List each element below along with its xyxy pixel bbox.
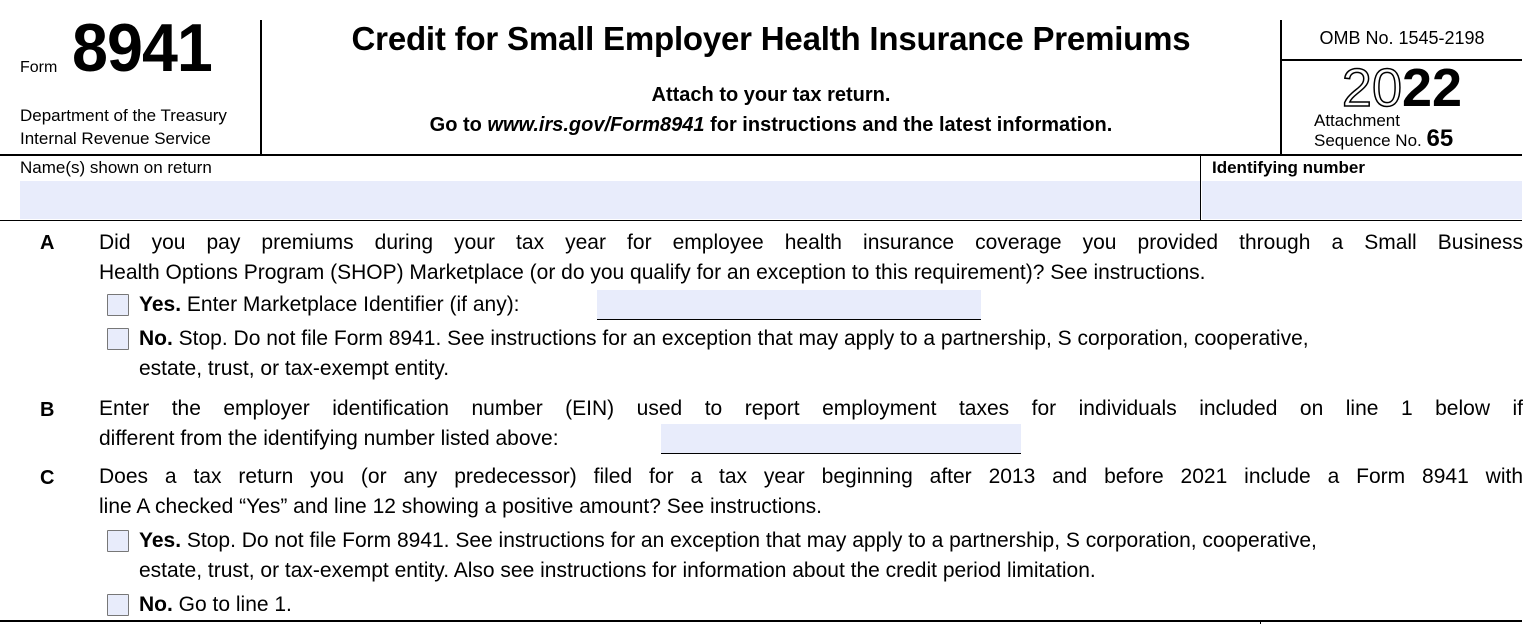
marketplace-identifier-input[interactable] bbox=[597, 290, 981, 320]
line-a-question-1: Did you pay premiums during your tax year for employee health insurance coverage you provided through a Small Business bbox=[99, 231, 1523, 254]
tax-year-prefix: 20 bbox=[1341, 58, 1402, 118]
form-title: Credit for Small Employer Health Insurance Premiums bbox=[351, 20, 1191, 57]
agency-name: Internal Revenue Service bbox=[20, 129, 211, 148]
attachment-label: Attachment bbox=[1314, 111, 1400, 130]
line-c-question-2: line A checked “Yes” and line 12 showing a positive amount? See instructions. bbox=[99, 495, 823, 518]
sequence-value: 65 bbox=[1426, 125, 1454, 152]
line-b-text-2: different from the identifying number listed above: bbox=[99, 427, 559, 450]
line-a-no-label-1 bbox=[139, 324, 1309, 354]
instructions-link-line bbox=[262, 114, 1280, 137]
line-a-yes-checkbox[interactable] bbox=[107, 294, 129, 316]
goto-suffix: for instructions and the latest information. bbox=[704, 114, 1113, 136]
line-c-yes-text-1: Stop. Do not file Form 8941. See instructions for an exception that may apply to a partnership, S corporation, cooperative, bbox=[181, 529, 1317, 552]
omb-number: OMB No. 1545-2198 bbox=[1319, 28, 1485, 48]
name-id-divider bbox=[1200, 155, 1201, 221]
tax-year bbox=[1282, 58, 1522, 118]
goto-prefix: Go to bbox=[429, 114, 488, 136]
line-a-no-text-1: Stop. Do not file Form 8941. See instructions for an exception that may apply to a partnership, S corporation, cooperative, bbox=[172, 327, 1309, 350]
bottom-rule bbox=[0, 620, 1522, 622]
name-label: Name(s) shown on return bbox=[20, 158, 212, 177]
line-a-no-bold: No. bbox=[139, 327, 173, 350]
line-c-yes-bold: Yes. bbox=[139, 529, 182, 552]
name-row-rule bbox=[0, 220, 1522, 221]
line-a-no-text-2: estate, trust, or tax-exempt entity. bbox=[139, 357, 450, 380]
identifying-number-label: Identifying number bbox=[1212, 158, 1365, 177]
line-c-no-text: Go to line 1. bbox=[172, 593, 292, 616]
line-c-letter: C bbox=[40, 467, 55, 489]
line-c-yes-checkbox[interactable] bbox=[107, 530, 129, 552]
line-c-yes-label-1 bbox=[139, 526, 1317, 556]
line-c-no-label bbox=[139, 590, 292, 620]
line-a-yes-label bbox=[139, 290, 520, 320]
line-c-no-checkbox[interactable] bbox=[107, 594, 129, 616]
header-rule bbox=[0, 154, 1522, 156]
line-a-yes-bold: Yes. bbox=[139, 293, 182, 316]
form-label: Form bbox=[20, 59, 58, 76]
sequence-number bbox=[1314, 125, 1454, 152]
line-a-question-2: Health Options Program (SHOP) Marketplace (or do you qualify for an exception to this requirement)? See instructions. bbox=[99, 261, 1206, 284]
form-number: 8941 bbox=[72, 10, 212, 86]
line-b-letter: B bbox=[40, 399, 55, 421]
sequence-label: Sequence No. bbox=[1314, 131, 1422, 150]
tax-year-suffix: 22 bbox=[1402, 58, 1463, 118]
identifying-number-input[interactable] bbox=[1202, 181, 1522, 219]
line-c-question-1: Does a tax return you (or any predecessor) filed for a tax year beginning after 2013 and before 2021 include a Form 8941 with bbox=[99, 465, 1523, 488]
irs-url-link[interactable]: www.irs.gov/Form8941 bbox=[487, 114, 705, 136]
department-name: Department of the Treasury bbox=[20, 106, 227, 125]
name-input[interactable] bbox=[20, 181, 1200, 219]
line-a-no-checkbox[interactable] bbox=[107, 328, 129, 350]
line-c-no-bold: No. bbox=[139, 593, 173, 616]
bottom-tick bbox=[1260, 620, 1261, 624]
ein-input[interactable] bbox=[661, 424, 1021, 454]
line-c-yes-text-2: estate, trust, or tax-exempt entity. Also see instructions for information about the credit period limitation. bbox=[139, 559, 1096, 582]
line-a-letter: A bbox=[40, 232, 55, 254]
line-a-yes-text: Enter Marketplace Identifier (if any): bbox=[181, 293, 520, 316]
line-b-text-1: Enter the employer identification number (EIN) used to report employment taxes for individuals included on line 1 below if bbox=[99, 397, 1523, 420]
attach-instruction: Attach to your tax return. bbox=[651, 84, 891, 106]
